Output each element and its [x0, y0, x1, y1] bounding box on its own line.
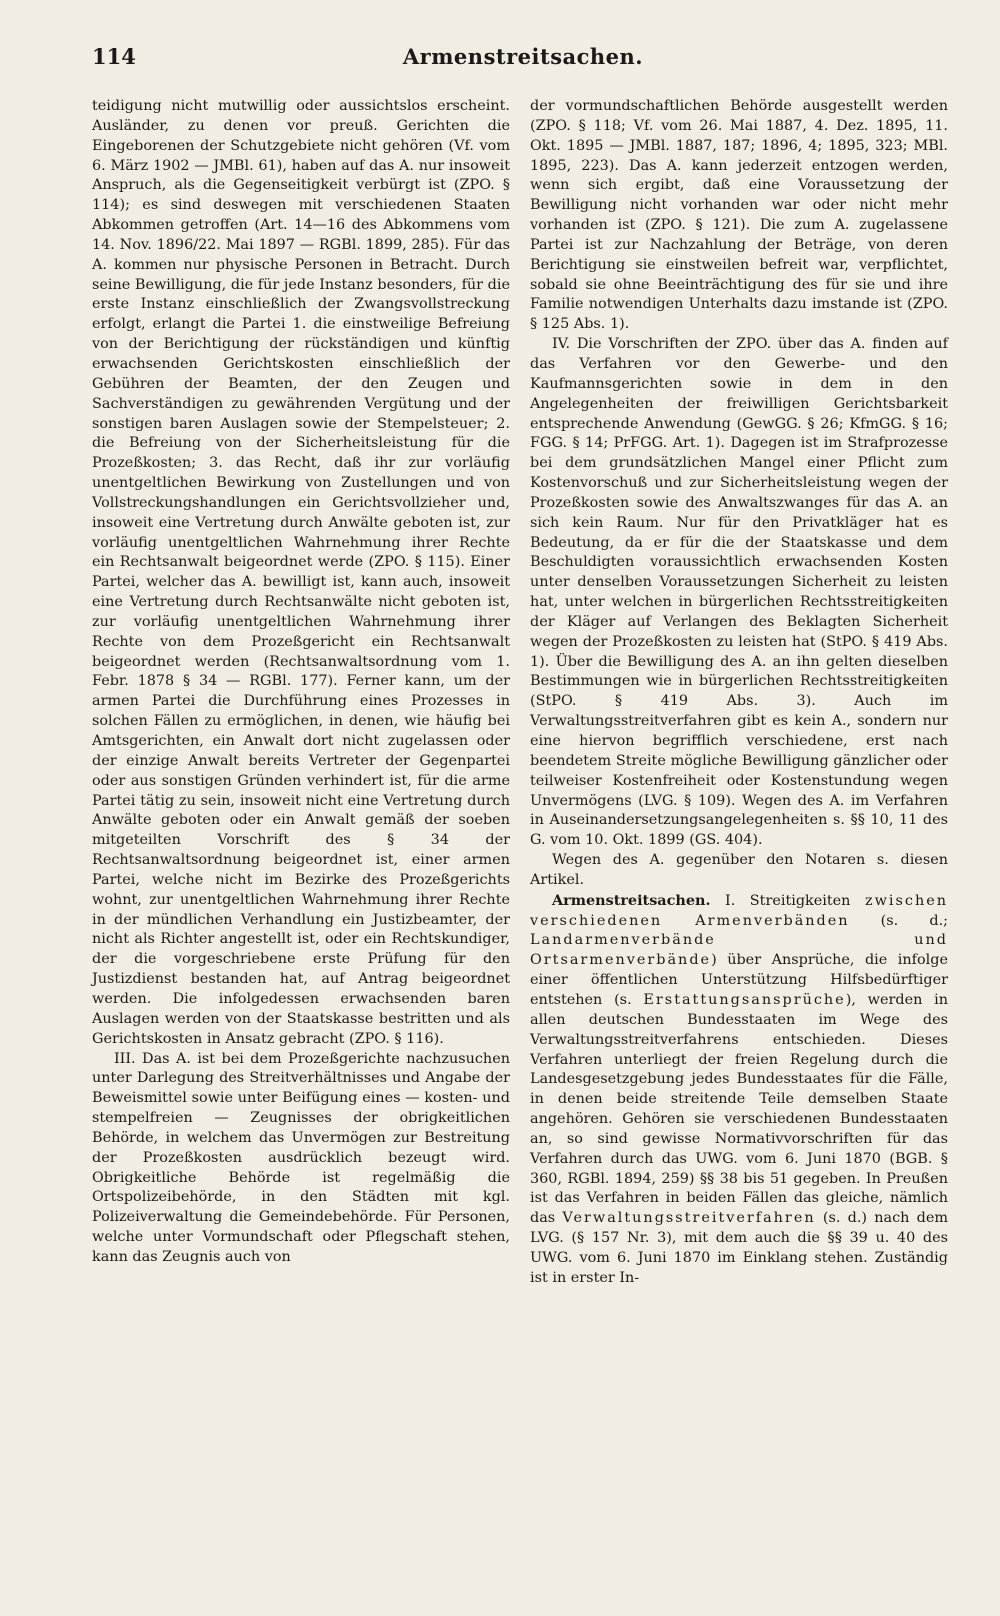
page-number: 114: [92, 44, 136, 69]
entry-paragraph: [530, 891, 948, 1289]
running-title: Armenstreitsachen.: [402, 44, 644, 69]
paragraph: IV. Die Vorschriften der ZPO. über das A. finden auf das Verfahren vor den Gewerbe- und den Kaufmannsgerichten sowie in dem in den Angelegenheiten der freiwilligen Gerichtsbarkeit entsprechende Anwendung (GewGG. § 26; KfmGG. § 16; FGG. § 14; PrFGG. Art. 1). Dagegen ist im Strafprozesse bei dem grundsätzlichen Mangel einer Pflicht zum Kostenvorschuß und zur Sicherheitsleistung wegen der Prozeßkosten sowie des Anwaltszwanges für das A. an sich kein Raum. Nur für den Privatkläger hat es Bedeutung, da er für die der Staatskasse und dem Beschuldigten voraussichtlich erwachsenden Kosten unter denselben Voraussetzungen Sicherheit zu leisten hat, unter welchen in bürgerlichen Rechtsstreitigkeiten der Kläger auf Verlangen des Beklagten Sicherheit wegen der Prozeßkosten zu leisten hat (StPO. § 419 Abs. 1). Über die Bewilligung des A. an ihn gelten dieselben Bestimmungen wie in bürgerlichen Rechtsstreitigkeiten (StPO. § 419 Abs. 3). Auch im Verwaltungsstreitverfahren gibt es kein A., sondern nur eine hiervon begrifflich verschiedene, erst nach beendetem Streite mögliche Bewilligung gänzlicher oder teilweiser Kostenfreiheit oder Kostenstundung wegen Unvermögens (LVG. § 109). Wegen des A. im Verfahren in Auseinandersetzungsangelegenheiten s. §§ 10, 11 des G. vom 10. Okt. 1899 (GS. 404).: [530, 336, 948, 849]
entry-text: ), werden in allen deutschen Bundesstaaten im Wege des Verwaltungsstreitverfahrens entschieden. Dieses Verfahren unterliegt der freien Regelung durch die Landesgesetzgebung jedes Bundesstaates für die Fälle, in denen beide streitende Teile demselben Staate angehören. Gehören sie verschiedenen Bundesstaaten an, so sind gewisse Normativvorschriften für das Verfahren durch das UWG. vom 6. Juni 1870 (BGB. § 360, RGBl. 1894, 259) §§ 38 bis 51 gegeben. In Preußen ist das Verfahren in beiden Fällen das gleiche, nämlich das: [530, 991, 949, 1227]
right-column: [530, 97, 948, 1289]
paragraph: teidigung nicht mutwillig oder aussichtslos erscheint. Ausländer, zu denen vor preuß. Gerichten die Eingeborenen der Schutzgebiete nicht gehören (Vf. vom 6. März 1902 — JMBl. 61), haben auf das A. nur insoweit Anspruch, als die Gegenseitigkeit verbürgt ist (ZPO. § 114); es sind deswegen mit verschiedenen Staaten Abkommen getroffen (Art. 14—16 des Abkommens vom 14. Nov. 1896/22. Mai 1897 — RGBl. 1899, 285). Für das A. kommen nur physische Personen in Betracht. Durch seine Bewilligung, die für jede Instanz besonders, für die erste Instanz einschließlich der Zwangsvollstreckung erfolgt, erlangt die Partei 1. die einstweilige Befreiung von der Berichtigung der rückständigen und künftig erwachsenden Gerichtskosten einschließlich der Gebühren der Beamten, der den Zeugen und Sachverständigen zu gewährenden Vergütung und der sonstigen baren Auslagen sowie der Stempelsteuer; 2. die Befreiung von der Sicherheitsleistung für die Prozeßkosten; 3. das Recht, daß ihr zur vorläufig unentgeltlichen Bewirkung von Zustellungen und von Vollstreckungshandlungen ein Gerichtsvollzieher und, insoweit eine Vertretung durch Anwälte geboten ist, zur vorläufig unentgeltlichen Wahrnehmung ihrer Rechte ein Rechtsanwalt beigeordnet werde (ZPO. § 115). Einer Partei, welcher das A. bewilligt ist, kann auch, insoweit eine Vertretung durch Rechtsanwälte nicht geboten ist, zur vorläufig unentgeltlichen Wahrnehmung ihrer Rechte von dem Prozeßgericht ein Rechtsanwalt beigeordnet werden (Rechtsanwaltsordnung vom 1. Febr. 1878 § 34 — RGBl. 177). Ferner kann, um der armen Partei die Durchführung eines Prozesses in solchen Fällen zu ermöglichen, in denen, wie häufig bei Amtsgerichten, ein Anwalt dort nicht zugelassen oder der einzige Anwalt bereits Vertreter der Gegenpartei oder aus sonstigen Gründen verhindert ist, für die arme Partei tätig zu sein, insoweit nicht eine Vertretung durch Anwälte geboten oder ein Anwalt gemäß der soeben mitgeteilten Vorschrift des § 34 der Rechtsanwaltsordnung beigeordnet ist, einer armen Partei, welche nicht im Bezirke des Prozeßgerichts wohnt, zur unentgeltlichen Wahrnehmung ihrer Rechte in der mündlichen Verhandlung ein Justizbeamter, der nicht als Richter angestellt ist, oder ein Rechtskundiger, der die vorgeschriebene erste Prüfung für den Justizdienst bestanden hat, auf Antrag beigeordnet werden. Die infolgedessen erwachsenden baren Auslagen werden von der Staatskasse bestritten und als Gerichtskosten in Ansatz gebracht (ZPO. § 116).: [92, 98, 510, 1047]
entry-headword: Armenstreitsachen.: [552, 891, 711, 909]
entry-emphasis: zwischen verschiedenen Armenverbänden: [530, 892, 948, 929]
entry-text: (s. d.) nach dem LVG. (§ 157 Nr. 3), mit dem auch die §§ 39 u. 40 des UWG. vom 6. Juni 1870 im Einklang stehen. Zuständig ist in erster In-: [530, 1210, 948, 1286]
entry-emphasis: Erstattungsansprüche: [643, 991, 846, 1008]
paragraph: Wegen des A. gegenüber den Notaren s. diesen Artikel.: [530, 852, 948, 888]
entry-emphasis: Landarmenverbände und Ortsarmenverbände: [530, 932, 948, 969]
left-column: [92, 97, 510, 1268]
paragraph: III. Das A. ist bei dem Prozeßgerichte nachzusuchen unter Darlegung des Streitverhältnisses und Angabe der Beweismittel sowie unter Beifügung eines — kosten- und stempelfreien — Zeugnisses der obrigkeitlichen Behörde, in welchem das Unvermögen zur Bestreitung der Prozeßkosten ausdrücklich bezeugt wird. Obrigkeitliche Behörde ist regelmäßig die Ortspolizeibehörde, in den Städten mit kgl. Polizeiverwaltung die Gemeindebehörde. Für Personen, welche unter Vormundschaft oder Pflegschaft stehen, kann das Zeugnis auch von: [92, 1050, 510, 1265]
entry-text: (s. d.;: [849, 912, 948, 929]
entry-text: ) über Ansprüche, die infolge einer öffentlichen Unterstützung Hilfsbedürftiger entstehen (s.: [530, 952, 948, 1008]
paragraph: der vormundschaftlichen Behörde ausgestellt werden (ZPO. § 118; Vf. vom 26. Mai 1887, 4. Dez. 1895, 11. Okt. 1895 — JMBl. 1887, 187; 1896, 4; 1895, 323; MBl. 1895, 223). Das A. kann jederzeit entzogen werden, wenn sich ergibt, daß eine Voraussetzung der Bewilligung nicht vorhanden war oder nicht mehr vorhanden ist (ZPO. § 121). Die zum A. zugelassene Partei ist zur Nachzahlung der Beträge, von deren Berichtigung sie einstweilen befreit war, verpflichtet, sobald sie ohne Beeinträchtigung des für sie und ihre Familie notwendigen Unterhalts dazu imstande ist (ZPO. § 125 Abs. 1).: [530, 98, 948, 333]
entry-emphasis: Verwaltungsstreitverfahren: [562, 1210, 816, 1227]
entry-text: I. Streitigkeiten: [710, 892, 865, 909]
page-header: [92, 44, 954, 84]
